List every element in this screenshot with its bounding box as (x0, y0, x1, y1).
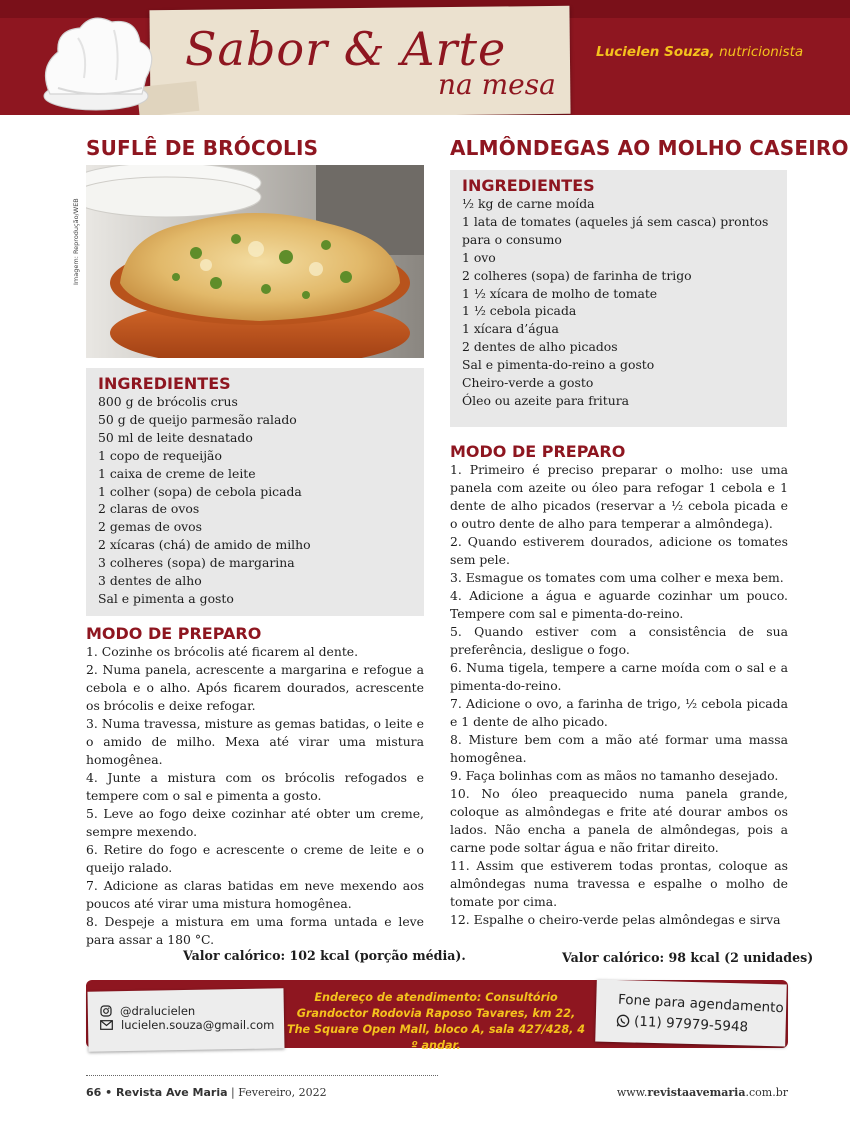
list-item: 9. Faça bolinhas com as mãos no tamanho desejado. (450, 768, 779, 783)
list-item: Cheiro-verde a gosto (462, 375, 594, 391)
list-item: 1 ovo (462, 249, 496, 265)
clinic-address: Endereço de atendimento: Consultório Grandoctor Rodovia Raposo Tavares, km 22, The Square Open Mall, bloco A, sala 427/428, 4 º andar. (286, 991, 586, 1052)
souffle-photo (86, 165, 424, 358)
left-method-title: MODO DE PREPARO (86, 624, 262, 643)
right-recipe-title: ALMÔNDEGAS AO MOLHO CASEIRO (450, 136, 849, 160)
list-item: 1 ½ cebola picada (462, 303, 577, 319)
list-item: 8. Despeje a mistura em uma forma untada e leve para assar a 180 °C. (86, 914, 424, 947)
list-item: Sal e pimenta a gosto (98, 590, 234, 606)
brand-title: Sabor & Arte (185, 22, 507, 76)
email-contact[interactable] (100, 1018, 274, 1032)
list-item: 7. Adicione as claras batidas em neve mexendo aos poucos até virar uma mistura homogênea. (86, 878, 424, 911)
list-item: 4. Adicione a água e aguarde cozinhar um pouco. Tempere com sal e pimenta-do-reino. (450, 588, 788, 621)
right-steps-list (450, 461, 788, 929)
magazine-website[interactable] (617, 1086, 788, 1099)
list-item: 12. Espalhe o cheiro-verde pelas almôndegas e sirva (450, 912, 781, 927)
right-ingredients-box (450, 170, 787, 427)
whatsapp-icon (616, 1014, 631, 1029)
brand-subtitle: na mesa (438, 68, 556, 101)
list-item: ½ kg de carne moída (462, 196, 595, 211)
chef-hat-icon (18, 8, 168, 118)
list-item: 8. Misture bem com a mão até formar uma massa homogênea. (450, 732, 788, 765)
list-item: 2 claras de ovos (98, 501, 200, 517)
site-prefix: www. (616, 1086, 648, 1099)
souffle-illustration (86, 165, 424, 358)
instagram-contact[interactable] (100, 1004, 195, 1018)
list-item: 2. Quando estiverem dourados, adicione os tomates sem pele. (450, 534, 788, 567)
list-item: 3 colheres (sopa) de margarina (98, 555, 295, 571)
list-item: 1 ½ xícara de molho de tomate (462, 285, 658, 301)
footer-divider (86, 1075, 438, 1076)
right-method-title: MODO DE PREPARO (450, 442, 626, 461)
list-item: 1 xícara d’água (462, 321, 559, 337)
email-address: lucielen.souza@gmail.com (121, 1018, 275, 1032)
author-name: Lucielen Souza, (596, 44, 715, 60)
list-item: 7. Adicione o ovo, a farinha de trigo, ½ cebola picada e 1 dente de alho picado. (450, 696, 788, 729)
list-item: 5. Leve ao fogo deixe cozinhar até obter um creme, sempre mexendo. (86, 806, 424, 839)
list-item: 2 gemas de ovos (98, 519, 203, 535)
list-item: 1. Cozinhe os brócolis até ficarem al dente. (86, 644, 359, 659)
list-item: 2 xícaras (chá) de amido de milho (98, 537, 311, 553)
right-calories: Valor calórico: 98 kcal (2 unidades) (562, 950, 814, 965)
mail-icon (100, 1020, 113, 1030)
list-item: 3 dentes de alho (98, 573, 202, 589)
list-item: 1 caixa de creme de leite (98, 465, 256, 481)
right-ingredient-list (462, 195, 775, 410)
list-item: 11. Assim que estiverem todas prontas, coloque as almôndegas numa travessa e espalhe o molho de tomate por cima. (450, 858, 788, 909)
left-recipe-title: SUFLÊ DE BRÓCOLIS (86, 136, 319, 160)
list-item: 6. Retire do fogo e acrescente o creme de leite e o queijo ralado. (86, 842, 424, 875)
phone-number: (11) 97979-5948 (633, 1013, 749, 1036)
issue-date: Fevereiro, 2022 (238, 1086, 327, 1099)
instagram-handle: @dralucielen (120, 1004, 196, 1018)
author-role: nutricionista (719, 44, 804, 60)
photo-credit: Imagem: Reprodução/WEB (72, 198, 80, 285)
left-ingredients-box (86, 368, 424, 616)
instagram-icon (100, 1005, 112, 1017)
list-item: 1. Primeiro é preciso preparar o molho: use uma panela com azeite ou óleo para refogar 1 cebola e 1 dente de alho picados (reservar a ½ cebola picada e o outro dente de alho para temperar a almôndega). (450, 462, 788, 531)
site-suffix: .com.br (745, 1086, 788, 1099)
list-item: 1 lata de tomates (aqueles já sem casca) prontos para o consumo (462, 213, 769, 247)
list-item: Óleo ou azeite para fritura (462, 392, 630, 408)
list-item: 50 g de queijo parmesão ralado (98, 411, 297, 427)
list-item: 3. Numa travessa, misture as gemas batidas, o leite e o amido de milho. Mexa até virar uma mistura homogênea. (86, 716, 424, 767)
phone-label: Fone para agendamento (617, 991, 785, 1017)
site-name: revistaavemaria (647, 1086, 746, 1099)
list-item: 800 g de brócolis crus (98, 394, 238, 409)
page-number: 66 (86, 1086, 102, 1099)
magazine-name: Revista Ave Maria (116, 1086, 228, 1099)
list-item: 50 ml de leite desnatado (98, 429, 253, 445)
list-item: 5. Quando estiver com a consistência de sua preferência, desligue o fogo. (450, 624, 788, 657)
author-credit (596, 44, 803, 60)
left-calories: Valor calórico: 102 kcal (porção média). (183, 948, 466, 963)
list-item: 1 copo de requeijão (98, 447, 222, 463)
list-item: 6. Numa tigela, tempere a carne moída com o sal e a pimenta-do-reino. (450, 660, 788, 693)
list-item: 2 dentes de alho picados (462, 339, 618, 355)
right-ingredients-title: INGREDIENTES (462, 176, 595, 195)
list-item: 2 colheres (sopa) de farinha de trigo (462, 267, 692, 283)
list-item: 1 colher (sopa) de cebola picada (98, 483, 302, 499)
left-ingredients-title: INGREDIENTES (98, 374, 231, 393)
list-item: 2. Numa panela, acrescente a margarina e refogue a cebola e o alho. Após ficarem dourados, acrescente os brócolis e deixe refogar. (86, 662, 424, 713)
list-item: 10. No óleo preaquecido numa panela grande, coloque as almôndegas e frite até dourar ambos os lados. Não encha a panela de almôndegas, pois a carne pode soltar água e não fritar direito. (450, 786, 788, 855)
left-steps-list (86, 643, 424, 949)
list-item: 4. Junte a mistura com os brócolis refogados e tempere com o sal e pimenta a gosto. (86, 770, 424, 803)
list-item: 3. Esmague os tomates com uma colher e mexa bem. (450, 570, 784, 585)
left-ingredient-list (98, 393, 412, 608)
list-item: Sal e pimenta-do-reino a gosto (462, 357, 655, 373)
page-folio: 66 • Revista Ave Maria | Fevereiro, 2022 (86, 1086, 327, 1099)
